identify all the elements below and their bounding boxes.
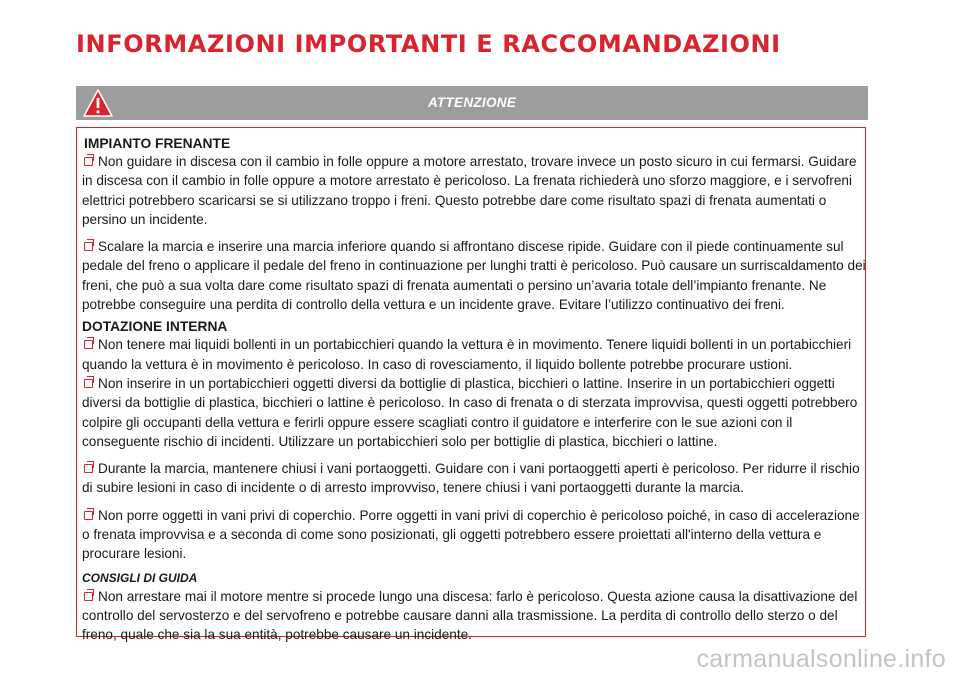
- item-text: Non tenere mai liquidi bollenti in un portabicchieri quando la vettura è in movimento. Tenere liquidi bollenti in un portabicchieri quando la vettura è in movimento è pericoloso. In caso di rovesciamento, il liquido bollente potrebbe procurare ustioni.: [82, 337, 852, 372]
- section-title-impianto-frenante: IMPIANTO FRENANTE: [84, 136, 231, 151]
- checkbox-bullet-icon: [84, 157, 93, 166]
- checkbox-bullet-icon: [84, 242, 93, 251]
- page-title: INFORMAZIONI IMPORTANTI E RACCOMANDAZIONI: [76, 30, 781, 58]
- item-text: Scalare la marcia e inserire una marcia inferiore quando si affrontano discese ripide. Guidare con il piede continuamente sul pedale del freno o applicare il pedale del freno in continuazione per lunghi tratti è pericoloso. Può causare un surriscaldamento dei freni, che può a sua volta dare come risultato spazi di frenata aumentati o persino un’avaria totale dell’impianto frenante. Ne potrebbe conseguire una perdita di controllo della vettura e un incidente grave. Evitare l’utilizzo continuativo dei freni.: [82, 239, 866, 313]
- warning-label: ATTENZIONE: [427, 95, 517, 110]
- checkbox-bullet-icon: [84, 511, 93, 520]
- list-item: [82, 506, 866, 564]
- list-item: [82, 335, 866, 374]
- item-text: Non porre oggetti in vani privi di coperchio. Porre oggetti in vani privi di coperchio è pericoloso poiché, in caso di accelerazione o frenata improvvisa e a seconda di come sono posizionati, gli oggetti potrebbero essere proiettati all'interno della vettura e procurare lesioni.: [82, 507, 860, 562]
- section-title-dotazione-interna: DOTAZIONE INTERNA: [82, 319, 228, 335]
- list-item: [82, 374, 866, 451]
- item-text: Non inserire in un portabicchieri oggetti diversi da bottiglie di plastica, bicchieri o lattine. Inserire in un portabicchieri oggetti diversi da bottiglie di plastica, bicchieri o lattine è pericoloso. In caso di frenata o di sterzata improvvisa, questi oggetti potrebbero colpire gli occupanti della vettura e ferirli oppure essere scagliati contro il guidatore e interferire con le sue azioni con il conseguente rischio di incidenti. Utilizzare un portabicchieri solo per bottiglie di plastica, bicchieri o lattine.: [82, 375, 858, 449]
- item-text: Non arrestare mai il motore mentre si procede lungo una discesa: farlo è pericoloso. Questa azione causa la disattivazione del controllo del servosterzo e del servofreno e potrebbe causare danni alla trasmissione. La perdita di controllo dello sterzo o del freno, quale che sia la sua entità, potrebbe causare un incidente.: [82, 588, 858, 643]
- checkbox-bullet-icon: [84, 340, 93, 349]
- item-text: Non guidare in discesa con il cambio in folle oppure a motore arrestato, trovare invece un posto sicuro in cui fermarsi. Guidare in discesa con il cambio in folle oppure a motore arrestato è pericoloso. La frenata richiederà uno sforzo maggiore, e i servofreni elettrici potrebbero scaricarsi se si utilizzano troppo i freni. Questo potrebbe dare come risultato spazi di frenata aumentati o persino un incidente.: [82, 154, 857, 227]
- subsection-title-consigli-di-guida: CONSIGLI DI GUIDA: [82, 570, 198, 585]
- checkbox-bullet-icon: [84, 379, 93, 388]
- warning-header: [76, 86, 868, 120]
- list-item: [82, 459, 866, 498]
- warning-content: [82, 135, 866, 645]
- list-item: [82, 587, 866, 645]
- list-item: [82, 237, 866, 314]
- list-item: [82, 152, 866, 229]
- item-text: Durante la marcia, mantenere chiusi i vani portaoggetti. Guidare con i vani portaoggetti aperti è pericoloso. Per ridurre il rischio di subire lesioni in caso di incidente o di arresto improvviso, tenere chiusi i vani portaoggetti durante la marcia.: [82, 461, 860, 496]
- checkbox-bullet-icon: [84, 464, 93, 473]
- checkbox-bullet-icon: [84, 592, 93, 601]
- watermark: carmanualsonline.info: [696, 645, 946, 673]
